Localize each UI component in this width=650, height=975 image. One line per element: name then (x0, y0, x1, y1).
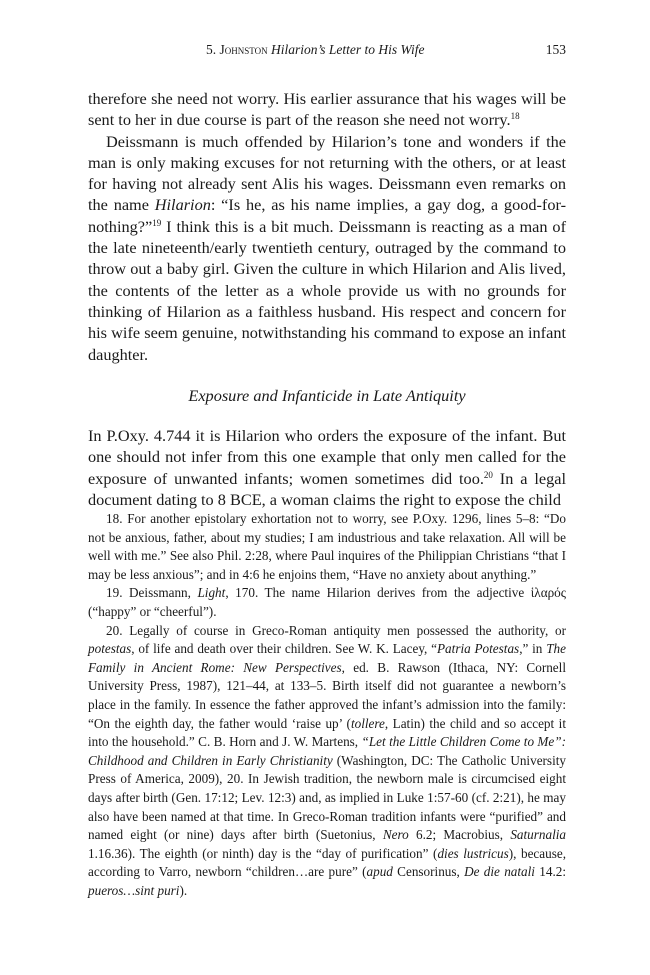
fn20-part: ). (179, 882, 188, 898)
paragraph-3-text-a: In P.Oxy. 4.744 it is Hilarion who orders the exposure of the infant. But one should not infer from this one example that only men called for the exposure of unwanted infants; women sometimes did too. (88, 426, 566, 488)
paragraph-2-text-c: I think this is a bit much. Deissmann is reacting as a man of the late nineteenth/early twentieth century, outraged by the command to throw out a baby girl. Given the culture in which Hilarion and Alis lived, the contents of the letter as a whole provide us with no grounds for thinking of Hilarion as a faithless husband. His respect and concern for his wife seem genuine, notwithstanding his command to expose an infant daughter. (88, 216, 566, 364)
paragraph-3-text-b: In a legal document dating to 8 BCE, a woman claims the right to expose the child (88, 468, 567, 510)
footnote-ref-20[interactable]: 20 (483, 469, 493, 480)
footnotes (88, 510, 566, 900)
fn20-part: 6.2; Macrobius, (408, 827, 511, 843)
footnote-19 (88, 584, 566, 621)
fn20-part: (Washington, DC: The Catholic University Press of America, 2009), 20. In Jewish tradition, the newborn male is circumcised eight days after birth (Gen. 17:12; Lev. 12:3) and, as implied in Luke 1:57-60 (cf. 2:21), he may also have been named at that time. In Greco-Roman tradition infants were “purified” and named eight (or nine) days after birth (Suetonius, (88, 752, 566, 843)
fn20-italic: Patria Potestas (437, 641, 520, 657)
fn20-part: , of life and death over their children. See W. K. Lacey, “ (131, 641, 437, 657)
chapter-title: Hilarion’s Letter to His Wife (270, 42, 425, 57)
fn20-part: , Latin) the child and so accept it into the household.” C. B. Horn and J. W. Martens, (88, 715, 566, 750)
running-header (88, 42, 566, 62)
paragraph-2 (88, 131, 566, 365)
fn20-italic: apud (366, 864, 393, 880)
main-text (88, 88, 566, 510)
section-heading: Exposure and Infanticide in Late Antiquity (188, 385, 466, 405)
fn20-part: 1.16.36). The eighth (or ninth) day is the “day of purification” ( (88, 845, 438, 861)
fn20-part: 14.2: (534, 864, 567, 880)
fn20-italic: De die natali (464, 864, 535, 880)
footnote-ref-19[interactable]: 19 (152, 217, 162, 228)
fn20-part: ), because, according to Varro, newborn “children…are pure” ( (88, 845, 567, 880)
chapter-number: 5. (206, 42, 217, 57)
hilarion-name-italic: Hilarion (154, 195, 211, 215)
paragraph-2-text-a: Deissmann is much offended by Hilarion’s tone and wonders if the man is only making excuses for not returning with the others, or at least for having not already sent Alis his wages. Deissmann even remarks on the name (88, 131, 566, 215)
fn20-italic: potestas (88, 641, 132, 657)
fn20-italic: Saturnalia (510, 827, 566, 843)
fn20-italic: “Let the Little Children Come to Me”: Childhood and Children in Early Christianity (88, 734, 566, 768)
paragraph-1 (88, 88, 566, 131)
footnote-ref-18[interactable]: 18 (510, 111, 520, 122)
fn20-italic: tollere (350, 715, 385, 731)
running-head-title (206, 42, 424, 58)
fn20-part: ,” in (519, 641, 547, 657)
footnote-20 (88, 622, 566, 901)
footnote-18: 18. For another epistolary exhortation not to worry, see P.Oxy. 1296, lines 5–8: “Do not be anxious, father, about my studies; I am industrious and take relaxation. All will be well with me.” See also Phil. 2:28, where Paul inquires of the Philippian Christians “that I may be less anxious”; and in 4:6 he enjoins them, “Have no anxiety about anything.” (88, 511, 566, 582)
fn20-italic: dies lustricus (437, 845, 509, 861)
page-number: 153 (545, 42, 566, 57)
footnote-19-text-b: , 170. The name Hilarion derives from the adjective ἱλαρός (“happy” or “cheerful”). (88, 585, 566, 619)
footnote-19-text-a: 19. Deissmann, (106, 585, 198, 601)
author-name: Johnston (219, 42, 268, 57)
paragraph-2-text-b: : “Is he, as his name implies, a gay dog, a good-for-nothing?” (88, 195, 566, 236)
footnote-19-title-italic: Light (197, 585, 226, 601)
fn20-part: Censorinus, (392, 864, 465, 880)
fn20-part: , ed. B. Rawson (Ithaca, NY: Cornell University Press, 1987), 121–44, at 133–5. Birth itself did not guarantee a newborn’s place in the family. In essence the father approved the infant’s admission into the family: “On the eighth day, the father would ‘raise up’ ( (88, 659, 566, 731)
fn20-part: 20. Legally of course in Greco-Roman antiquity men possessed the authority, or (106, 622, 566, 638)
fn20-italic: Nero (382, 827, 409, 843)
fn20-italic: pueros…sint puri (88, 882, 180, 898)
paragraph-1-text: therefore she need not worry. His earlier assurance that his wages will be sent to her in due course is part of the reason she need not worry. (88, 89, 566, 130)
fn20-italic: The Family in Ancient Rome: New Perspectives (88, 641, 566, 675)
paragraph-3 (88, 425, 566, 510)
